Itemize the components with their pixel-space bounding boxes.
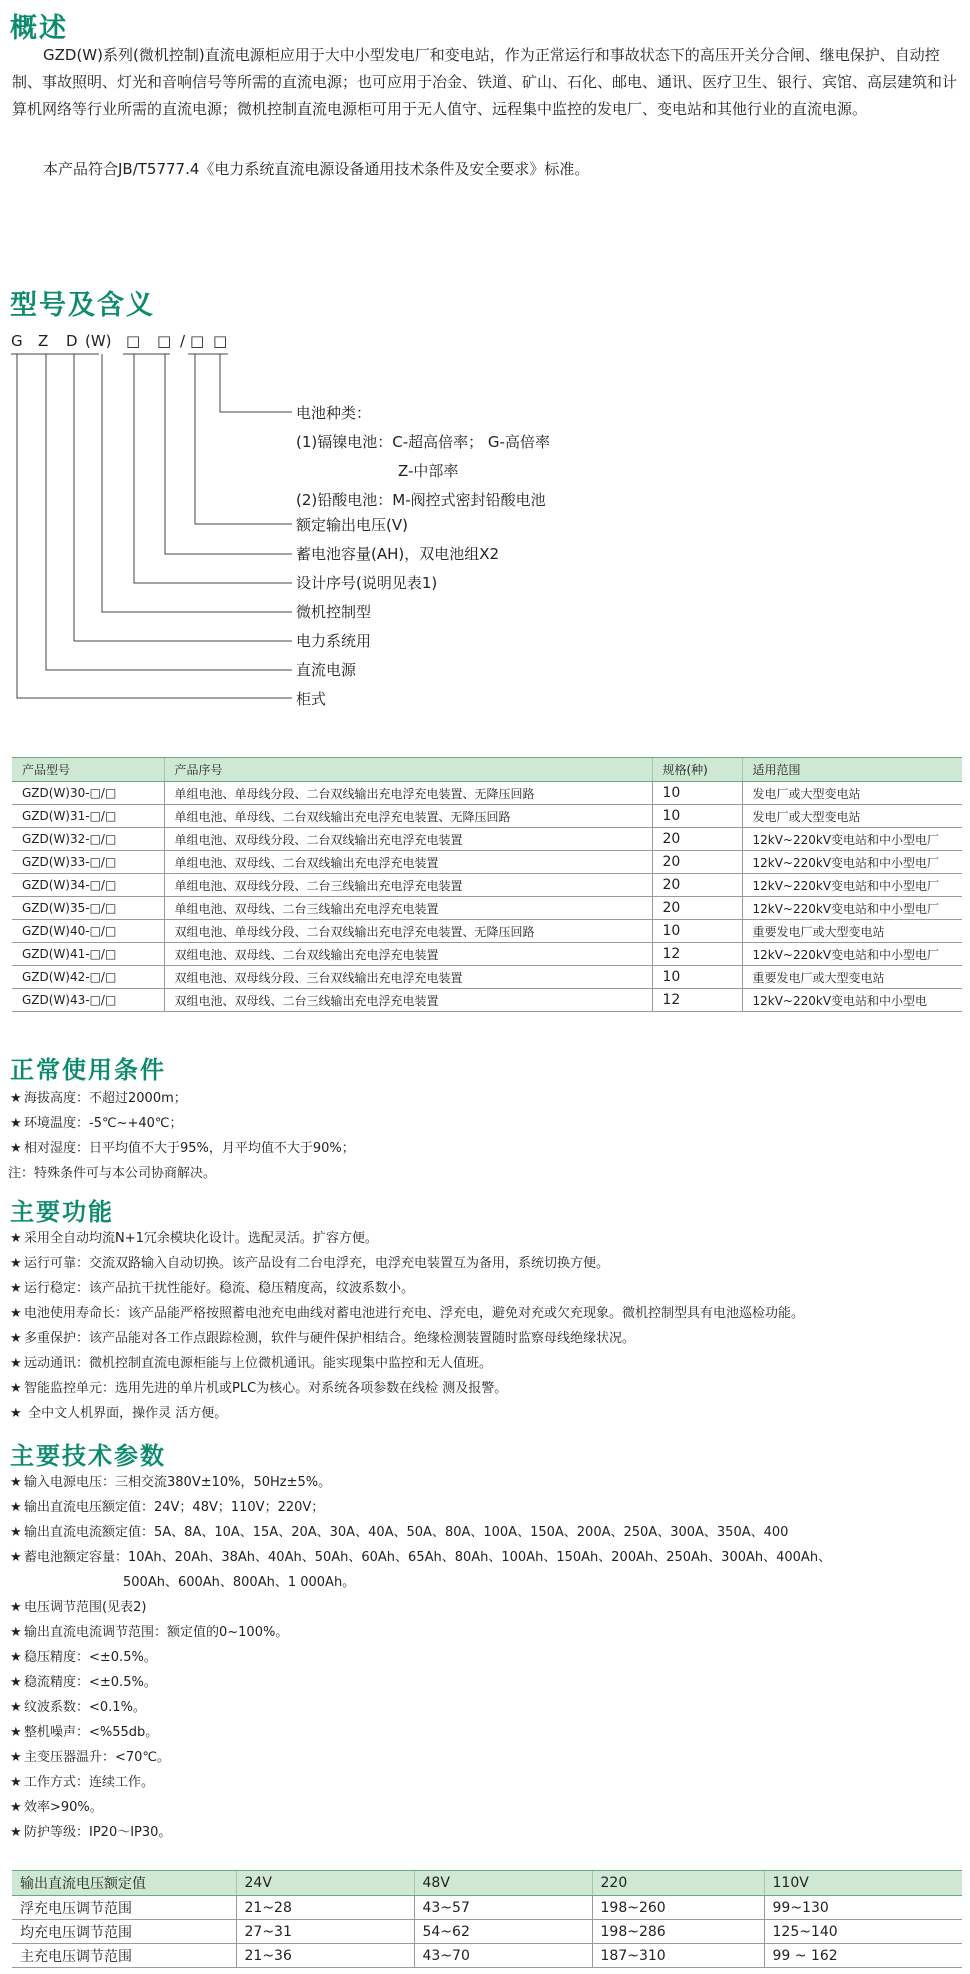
table-row: [12, 1944, 962, 1968]
functions-list: [10, 1226, 960, 1426]
conditions-note: 注：特殊条件可与本公司协商解决。: [8, 1166, 217, 1181]
cell-model: GZD(W)31-□/□: [12, 805, 164, 828]
table-cell: 198~260: [592, 1896, 764, 1920]
list-item: ★ 效率>90%。: [10, 1795, 960, 1820]
cell-model: GZD(W)41-□/□: [12, 943, 164, 966]
cell-spec: 12: [652, 943, 742, 966]
table-cell: 54~62: [414, 1920, 592, 1944]
star-icon: ★: [10, 1406, 22, 1421]
cell-spec: 10: [652, 966, 742, 989]
product-table-header: [12, 758, 962, 782]
cell-series: 单组电池、单母线、二台双线输出充电浮充电装置、无降压回路: [164, 805, 652, 828]
cell-scope: 12kV~220kV变电站和中小型电厂: [742, 851, 962, 874]
label-medium-rate: Z-中部率: [398, 462, 459, 480]
cell-series: 单组电池、单母线分段、二台双线输出充电浮充电装置、无降压回路: [164, 782, 652, 805]
code-char-box1: □: [126, 332, 141, 350]
table-cell: 浮充电压调节范围: [12, 1896, 236, 1920]
code-char-z: Z: [38, 332, 49, 350]
cell-spec: 20: [652, 828, 742, 851]
cell-spec: 12: [652, 989, 742, 1012]
label-dc-supply: 直流电源: [296, 661, 357, 679]
label-battery-type: 电池种类：: [296, 404, 372, 422]
list-item: ★ 远动通讯：微机控制直流电源柜能与上位微机通讯。能实现集中监控和无人值班。: [10, 1351, 960, 1376]
star-icon: ★: [10, 1381, 22, 1396]
label-nicd: (1)镉镍电池：C-超高倍率； G-高倍率: [296, 433, 550, 451]
model-diagram: [0, 332, 700, 732]
label-lead-acid: (2)铅酸电池：M-阀控式密封铅酸电池: [296, 491, 546, 509]
cell-scope: 12kV~220kV变电站和中小型电厂: [742, 897, 962, 920]
cell-spec: 10: [652, 782, 742, 805]
cell-scope: 12kV~220kV变电站和中小型电厂: [742, 828, 962, 851]
table-cell: 主充电压调节范围: [12, 1944, 236, 1968]
list-item: ★ 输出直流电压额定值：24V；48V；110V；220V；: [10, 1495, 960, 1520]
table-row: [12, 828, 962, 851]
table-row: [12, 966, 962, 989]
cell-model: GZD(W)42-□/□: [12, 966, 164, 989]
table-row: [12, 943, 962, 966]
standard-paragraph: 本产品符合JB/T5777.4《电力系统直流电源设备通用技术条件及安全要求》标准。: [43, 160, 590, 178]
list-item: ★ 电池使用寿命长：该产品能严格按照蓄电池充电曲线对蓄电池进行充电、浮充电，避免对充或欠充现象。微机控制型具有电池巡检功能。: [10, 1301, 960, 1326]
list-item: ★ 环境温度：-5℃~+40℃；: [10, 1111, 960, 1136]
table-cell: 均充电压调节范围: [12, 1920, 236, 1944]
table-cell: 99~130: [764, 1896, 962, 1920]
list-item: ★ 相对湿度：日平均值不大于95%，月平均值不大于90%；: [10, 1136, 960, 1161]
list-item: ★ 防护等级：IP20～IP30。: [10, 1820, 960, 1845]
cell-spec: 20: [652, 897, 742, 920]
cell-spec: 20: [652, 874, 742, 897]
list-item: ★ 输出直流电流额定值：5A、8A、10A、15A、20A、30A、40A、50A、80A、100A、150A、200A、250A、300A、350A、400: [10, 1520, 960, 1545]
star-icon: ★: [10, 1091, 22, 1106]
cell-series: 单组电池、双母线分段、二台三线输出充电浮充电装置: [164, 874, 652, 897]
cell-scope: 12kV~220kV变电站和中小型电厂: [742, 874, 962, 897]
voltage-table-header: [12, 1871, 962, 1896]
star-icon: ★: [10, 1281, 22, 1296]
voltage-table: [12, 1870, 962, 1968]
model-title: 型号及含义: [10, 290, 155, 321]
header-110v: 110V: [764, 1871, 962, 1896]
cell-scope: 重要发电厂或大型变电站: [742, 920, 962, 943]
list-item: ★ 稳压精度：<±0.5%。: [10, 1645, 960, 1670]
star-icon: ★: [10, 1331, 22, 1346]
label-microcomputer: 微机控制型: [296, 603, 372, 621]
label-capacity: 蓄电池容量(AH)，双电池组X2: [296, 545, 500, 563]
table-row: [12, 851, 962, 874]
label-design-no: 设计序号(说明见表1): [296, 574, 438, 592]
star-icon: ★: [10, 1750, 22, 1765]
cell-series: 双组电池、双母线分段、三台双线输出充电浮充电装置: [164, 966, 652, 989]
cell-model: GZD(W)40-□/□: [12, 920, 164, 943]
header-rated: 输出直流电压额定值: [12, 1871, 236, 1896]
list-item: ★ 输出直流电流调节范围：额定值的0~100%。: [10, 1620, 960, 1645]
table-row: [12, 897, 962, 920]
cell-scope: 重要发电厂或大型变电站: [742, 966, 962, 989]
star-icon: ★: [10, 1675, 22, 1690]
table-cell: 27~31: [236, 1920, 414, 1944]
star-icon: ★: [10, 1650, 22, 1665]
list-item: ★ 整机噪声：<%55db。: [10, 1720, 960, 1745]
code-char-box2: □: [157, 332, 172, 350]
list-item: ★ 全中文人机界面，操作灵 活方便。: [10, 1401, 960, 1426]
cell-model: GZD(W)43-□/□: [12, 989, 164, 1012]
list-item: ★ 工作方式：连续工作。: [10, 1770, 960, 1795]
star-icon: ★: [10, 1825, 22, 1840]
table-cell: 43~57: [414, 1896, 592, 1920]
list-item: ★ 运行稳定：该产品抗干扰性能好。稳流、稳压精度高，纹波系数小。: [10, 1276, 960, 1301]
code-char-w: (W): [85, 332, 112, 350]
list-item: ★ 输入电源电压：三相交流380V±10%，50Hz±5%。: [10, 1470, 960, 1495]
list-item: ★ 稳流精度：<±0.5%。: [10, 1670, 960, 1695]
star-icon: ★: [10, 1600, 22, 1615]
code-char-box3: □: [190, 332, 205, 350]
header-series: 产品序号: [164, 758, 652, 782]
table-cell: 99 ~ 162: [764, 1944, 962, 1968]
list-item: ★ 多重保护：该产品能对各工作点跟踪检测，软件与硬件保护相结合。绝缘检测装置随时监察母线绝缘状况。: [10, 1326, 960, 1351]
star-icon: ★: [10, 1550, 22, 1565]
star-icon: ★: [10, 1231, 22, 1246]
list-item: ★ 运行可靠：交流双路输入自动切换。该产品设有二台电浮充，电浮充电装置互为备用，系统切换方便。: [10, 1251, 960, 1276]
cell-spec: 10: [652, 805, 742, 828]
star-icon: ★: [10, 1625, 22, 1640]
table-row: [12, 989, 962, 1012]
star-icon: ★: [10, 1356, 22, 1371]
cell-scope: 12kV~220kV变电站和中小型电: [742, 989, 962, 1012]
cell-series: 双组电池、单母线分段、二台双线输出充电浮充电装置、无降压回路: [164, 920, 652, 943]
code-char-d: D: [66, 332, 78, 350]
params-list: [10, 1470, 960, 1845]
cell-spec: 20: [652, 851, 742, 874]
overview-title: 概述: [10, 13, 68, 44]
table-cell: 43~70: [414, 1944, 592, 1968]
star-icon: ★: [10, 1141, 22, 1156]
cell-model: GZD(W)33-□/□: [12, 851, 164, 874]
params-title: 主要技术参数: [10, 1442, 166, 1470]
star-icon: ★: [10, 1256, 22, 1271]
code-char-g: G: [11, 332, 23, 350]
header-model: 产品型号: [12, 758, 164, 782]
cell-model: GZD(W)30-□/□: [12, 782, 164, 805]
code-char-slash: /: [180, 332, 186, 350]
list-item: ★ 纹波系数：<0.1%。: [10, 1695, 960, 1720]
cell-series: 双组电池、双母线、二台三线输出充电浮充电装置: [164, 989, 652, 1012]
star-icon: ★: [10, 1116, 22, 1131]
table-row: [12, 1920, 962, 1944]
label-power-system: 电力系统用: [296, 632, 372, 650]
list-item: ★ 蓄电池额定容量：10Ah、20Ah、38Ah、40Ah、50Ah、60Ah、65Ah、80Ah、100Ah、150Ah、200Ah、250Ah、300Ah、400Ah、: [10, 1545, 960, 1570]
star-icon: ★: [10, 1800, 22, 1815]
star-icon: ★: [10, 1525, 22, 1540]
cell-series: 单组电池、双母线、二台双线输出充电浮充电装置: [164, 851, 652, 874]
product-table: [12, 757, 962, 1012]
list-item: ★ 海拔高度：不超过2000m；: [10, 1086, 960, 1111]
table-row: [12, 874, 962, 897]
star-icon: ★: [10, 1500, 22, 1515]
cell-model: GZD(W)34-□/□: [12, 874, 164, 897]
header-scope: 适用范围: [742, 758, 962, 782]
functions-title: 主要功能: [10, 1198, 114, 1226]
star-icon: ★: [10, 1725, 22, 1740]
list-item: ★ 电压调节范围(见表2): [10, 1595, 960, 1620]
cell-series: 单组电池、双母线分段、二台双线输出充电浮充电装置: [164, 828, 652, 851]
cell-series: 双组电池、双母线、二台双线输出充电浮充电装置: [164, 943, 652, 966]
header-spec: 规格(种): [652, 758, 742, 782]
conditions-title: 正常使用条件: [10, 1056, 166, 1084]
table-cell: 125~140: [764, 1920, 962, 1944]
header-48v: 48V: [414, 1871, 592, 1896]
list-item-continuation: 500Ah、600Ah、800Ah、1 000Ah。: [123, 1575, 356, 1590]
header-220: 220: [592, 1871, 764, 1896]
conditions-list: [10, 1086, 960, 1186]
cell-scope: 发电厂或大型变电站: [742, 782, 962, 805]
cell-spec: 10: [652, 920, 742, 943]
table-cell: 187~310: [592, 1944, 764, 1968]
cell-model: GZD(W)32-□/□: [12, 828, 164, 851]
table-row: [12, 805, 962, 828]
cell-model: GZD(W)35-□/□: [12, 897, 164, 920]
table-cell: 198~286: [592, 1920, 764, 1944]
list-item: ★ 智能监控单元：选用先进的单片机或PLC为核心。对系统各项参数在线检 测及报警。: [10, 1376, 960, 1401]
cell-series: 单组电池、双母线、二台三线输出充电浮充电装置: [164, 897, 652, 920]
table-cell: 21~36: [236, 1944, 414, 1968]
label-rated-voltage: 额定输出电压(V): [296, 516, 408, 534]
label-cabinet: 柜式: [296, 690, 327, 708]
table-row: [12, 920, 962, 943]
table-row: [12, 782, 962, 805]
list-item: ★ 主变压器温升：<70℃。: [10, 1745, 960, 1770]
table-row: [12, 1896, 962, 1920]
cell-scope: 发电厂或大型变电站: [742, 805, 962, 828]
code-char-box4: □: [213, 332, 228, 350]
overview-paragraph: GZD(W)系列(微机控制)直流电源柜应用于大中小型发电厂和变电站，作为正常运行和事故状态下的高压开关分合闸、继电保护、自动控制、事故照明、灯光和音响信号等所需的直流电源；也可应用于冶金、铁道、矿山、石化、邮电、通讯、医疗卫生、银行、宾馆、高层建筑和计算机网络等行业所需的直流电源；微机控制直流电源柜可用于无人值守、远程集中监控的发电厂、变电站和其他行业的直流电源。: [12, 46, 958, 118]
cell-scope: 12kV~220kV变电站和中小型电厂: [742, 943, 962, 966]
star-icon: ★: [10, 1475, 22, 1490]
star-icon: ★: [10, 1306, 22, 1321]
header-24v: 24V: [236, 1871, 414, 1896]
table-cell: 21~28: [236, 1896, 414, 1920]
list-item: ★ 采用全自动均流N+1冗余模块化设计。选配灵活。扩容方便。: [10, 1226, 960, 1251]
star-icon: ★: [10, 1775, 22, 1790]
star-icon: ★: [10, 1700, 22, 1715]
